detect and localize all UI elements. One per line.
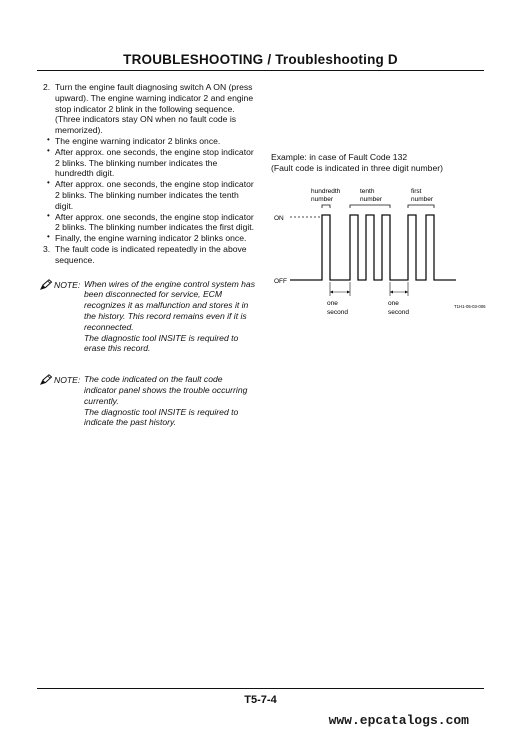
bullet-dot: • (47, 178, 50, 188)
bullet-text: After approx. one seconds, the engine stop indicator 2 blinks. The blinking number indicates the first digit. (55, 211, 255, 233)
arrow-head (405, 291, 408, 294)
bullet-text: After approx. one seconds, the engine stop indicator 2 blinks. The blinking number indicates the hundredth digit. (55, 146, 254, 179)
example-caption (271, 152, 443, 174)
example-title: Example: in case of Fault Code 132 (271, 152, 408, 162)
tenth-label: tenth (360, 188, 375, 195)
interval-label-second: second (327, 309, 348, 316)
note-label (40, 279, 80, 291)
note-paragraph: When wires of the engine control system has been disconnected for service, ECM recognizes it as malfunction and stores it in the history. This record remains even if it is reconnected. (84, 278, 256, 332)
header-rule (37, 70, 484, 71)
note-paragraph: The code indicated on the fault code indicator panel shows the trouble occurring currently. (84, 374, 248, 406)
arrow-head (347, 291, 350, 294)
arrow-head (330, 291, 333, 294)
instructions-column (40, 82, 256, 428)
bullet-text: Finally, the engine warning indicator 2 blinks once. (55, 233, 247, 244)
watermark: www.epcatalogs.com (328, 713, 469, 728)
step-3 (40, 244, 256, 266)
bullet-item (40, 147, 256, 179)
step-2 (40, 82, 256, 136)
note-paragraph: The diagnostic tool INSITE is required to indicate the past history. (84, 406, 239, 428)
bullet-dot: • (47, 134, 50, 144)
tenth-bracket (350, 205, 390, 208)
note-block (40, 374, 256, 428)
step-number: 2. (43, 82, 51, 92)
on-label: ON (274, 215, 284, 222)
page-header-title: TROUBLESHOOTING / Troubleshooting D (123, 52, 398, 67)
bullet-text: After approx. one seconds, the engine stop indicator 2 blinks. The blinking number indicates the tenth digit. (55, 179, 254, 211)
signal-waveform (290, 215, 456, 280)
bullet-text: The engine warning indicator 2 blinks once. (55, 135, 221, 146)
bullet-item (40, 179, 256, 211)
first-label: first (411, 188, 422, 195)
interval-label-one: one (388, 300, 399, 307)
pencil-icon (40, 279, 53, 290)
note-block (40, 279, 256, 355)
interval-label-second: second (388, 309, 409, 316)
note-label-text: NOTE: (54, 375, 81, 386)
step-text: The fault code is indicated repeatedly in the above sequence. (55, 243, 247, 265)
example-subtitle: (Fault code is indicated in three digit number) (271, 163, 443, 173)
tenth-number-label: number (360, 196, 383, 203)
figure-id: T1H1-05-03-006 (454, 304, 486, 309)
hundredth-number-label: number (311, 196, 334, 203)
bullet-item (40, 212, 256, 234)
first-bracket (408, 205, 434, 208)
pencil-icon (40, 374, 53, 385)
page-number: T5-7-4 (244, 694, 277, 706)
arrow-head (390, 291, 393, 294)
fault-code-timing-diagram (268, 180, 492, 320)
step-text: Turn the engine fault diagnosing switch A ON (press upward). The engine warning indicator 2 and engine stop indicator 2 blink in the following sequence. (Three indicators stay ON when no fault code is memorized). (55, 82, 254, 136)
bullet-item (40, 233, 256, 244)
step-number: 3. (43, 243, 51, 254)
hundredth-label: hundredth (311, 188, 341, 195)
bullet-dot: • (47, 232, 50, 242)
note-label (40, 374, 80, 386)
interval-label-one: one (327, 300, 338, 307)
bullet-item (40, 136, 256, 147)
first-number-label: number (411, 196, 434, 203)
bullet-dot: • (47, 210, 50, 220)
note-paragraph: The diagnostic tool INSITE is required to erase this record. (84, 332, 239, 354)
footer-rule (37, 688, 484, 689)
note-label-text: NOTE: (54, 279, 81, 290)
off-label: OFF (274, 278, 287, 285)
bullet-dot: • (47, 145, 50, 155)
hundredth-bracket (322, 205, 330, 208)
